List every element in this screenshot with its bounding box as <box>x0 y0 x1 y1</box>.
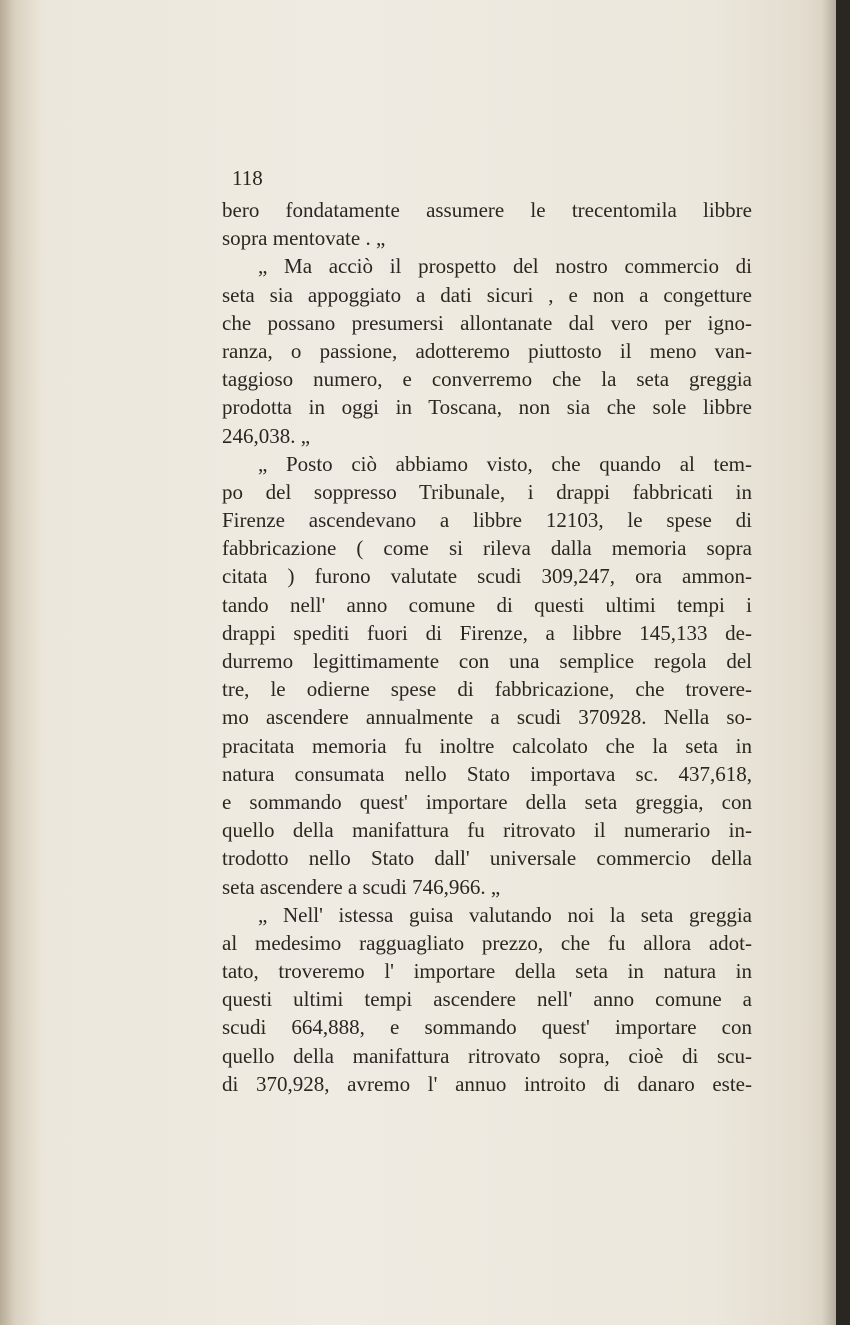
text-line: „ Posto ciò abbiamo visto, che quando al tem- <box>258 451 752 476</box>
text-line: di 370,928, avremo l' annuo introito di danaro este- <box>222 1071 752 1096</box>
text-line: natura consumata nello Stato importava sc. 437,618, <box>222 761 752 786</box>
text-line: seta ascendere a scudi 746,966. „ <box>222 874 501 899</box>
text-line: tato, troveremo l' importare della seta in natura in <box>222 959 752 984</box>
text-line: scudi 664,888, e sommando quest' importare con <box>222 1015 752 1040</box>
text-line: „ Ma acciò il prospetto del nostro commercio di <box>258 254 752 279</box>
text-line: quello della manifattura fu ritrovato il numerario in- <box>222 818 752 843</box>
text-line: trodotto nello Stato dall' universale commercio della <box>222 846 752 871</box>
page-gutter-shadow <box>822 0 836 1325</box>
text-line: tando nell' anno comune di questi ultimi tempi i <box>222 592 752 617</box>
text-line: prodotta in oggi in Toscana, non sia che sole libbre <box>222 395 752 420</box>
text-line: ranza, o passione, adotteremo piuttosto il meno van- <box>222 338 752 363</box>
text-line: che possano presumersi allontanate dal vero per igno- <box>222 310 752 335</box>
text-line: mo ascendere annualmente a scudi 370928. Nella so- <box>222 705 752 730</box>
text-line: e sommando quest' importare della seta greggia, con <box>222 789 752 814</box>
text-line: bero fondatamente assumere le trecentomila libbre <box>222 198 752 222</box>
body-text <box>222 196 752 1098</box>
text-line: 246,038. „ <box>222 423 311 448</box>
text-line: po del soppresso Tribunale, i drappi fabbricati in <box>222 479 752 504</box>
text-line: taggioso numero, e converremo che la seta greggia <box>222 367 752 392</box>
text-line: seta sia appoggiato a dati sicuri , e non a congetture <box>222 282 752 307</box>
text-line: tre, le odierne spese di fabbricazione, che trovere- <box>222 677 752 702</box>
text-line: quello della manifattura ritrovato sopra, cioè di scu- <box>222 1043 752 1068</box>
text-line: drappi spediti fuori di Firenze, a libbre 145,133 de- <box>222 620 752 645</box>
text-line: fabbricazione ( come si rileva dalla memoria sopra <box>222 536 752 561</box>
text-line: durremo legittimamente con una semplice regola del <box>222 649 752 673</box>
text-line: citata ) furono valutate scudi 309,247, ora ammon- <box>222 564 752 589</box>
text-line: Firenze ascendevano a libbre 12103, le spese di <box>222 508 752 533</box>
text-line: questi ultimi tempi ascendere nell' anno comune a <box>222 987 752 1012</box>
text-line: al medesimo ragguagliato prezzo, che fu allora adot- <box>222 930 752 955</box>
text-line: pracitata memoria fu inoltre calcolato che la seta in <box>222 733 752 758</box>
text-line: sopra mentovate . „ <box>222 226 386 251</box>
page-edge-stain <box>0 0 40 1325</box>
page-number: 118 <box>232 166 263 190</box>
text-line: „ Nell' istessa guisa valutando noi la seta greggia <box>258 902 752 927</box>
